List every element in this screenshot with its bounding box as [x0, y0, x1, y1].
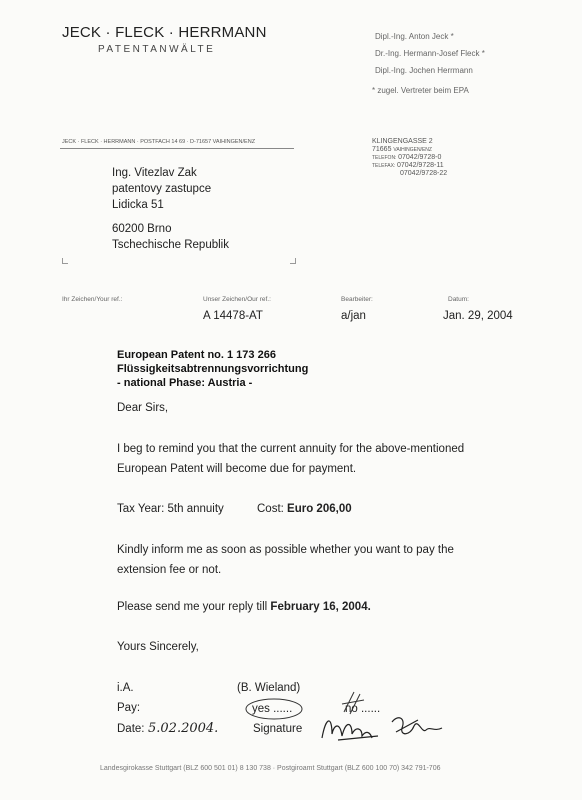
- contact-telefon: TELEFON: 07042/9728-0: [372, 154, 442, 161]
- recipient-line-3: Lidicka 51: [112, 199, 164, 211]
- window-corner-right: [290, 258, 296, 264]
- cost-label: Cost:: [257, 503, 284, 515]
- closing: Yours Sincerely,: [117, 641, 199, 653]
- tax-year: Tax Year: 5th annuity: [117, 503, 224, 515]
- handled-label: Bearbeiter:: [341, 296, 373, 303]
- bank-footer: Landesgirokasse Stuttgart (BLZ 600 501 01) 8 130 738 · Postgiroamt Stuttgart (BLZ 600 100 70) 342 791-706: [100, 765, 441, 772]
- recipient-line-4: 60200 Brno: [112, 223, 172, 235]
- firm-name: JECK · FLECK · HERRMANN: [62, 24, 267, 41]
- subject-title: Flüssigkeitsabtrennungsvorrichtung: [117, 363, 309, 375]
- cost-line: [257, 499, 352, 519]
- sender-rule: [60, 148, 294, 149]
- recipient-line-5: Tschechische Republik: [112, 239, 229, 251]
- subject-patent: European Patent no. 1 173 266: [117, 349, 276, 361]
- recipient-line-1: Ing. Vitezlav Zak: [112, 167, 197, 179]
- handwritten-signature: [318, 710, 448, 746]
- yes-circle: [244, 697, 308, 721]
- signature-label: Signature: [253, 723, 303, 735]
- contact-street: KLINGENGASSE 2: [372, 138, 433, 145]
- window-corner-left: [62, 258, 68, 264]
- our-ref-label: Unser Zeichen/Our ref.:: [203, 296, 271, 303]
- paragraph-3: Please send me your reply till February 16, 2004.: [117, 601, 371, 613]
- pay-yes-option: yes ......: [252, 703, 293, 715]
- cost-value: Euro 206,00: [287, 503, 352, 515]
- contact-city-code: 71665: [372, 146, 392, 153]
- date-label: Datum:: [448, 296, 469, 303]
- partner-3: Dipl.-Ing. Jochen Herrmann: [375, 66, 473, 75]
- salutation: Dear Sirs,: [117, 402, 169, 414]
- partner-note: * zugel. Vertreter beim EPA: [372, 86, 469, 95]
- handled-by: a/jan: [341, 310, 366, 322]
- sender-line: JECK · FLECK · HERRMANN · POSTFACH 14 69 · D-71657 VAIHINGEN/ENZ: [62, 139, 256, 145]
- firm-subtitle: PATENTANWÄLTE: [98, 44, 216, 55]
- letter-date: Jan. 29, 2004: [443, 310, 513, 322]
- partner-1: Dipl.-Ing. Anton Jeck *: [375, 32, 454, 41]
- your-ref-label: Ihr Zeichen/Your ref.:: [62, 296, 123, 303]
- signer-name: (B. Wieland): [237, 682, 301, 694]
- reply-deadline: February 16, 2004.: [270, 601, 371, 613]
- recipient-line-2: patentovy zastupce: [112, 183, 212, 195]
- paragraph-2b: extension fee or not.: [117, 564, 222, 576]
- contact-telefax-2: 07042/9728-22: [400, 170, 448, 177]
- paragraph-1a: I beg to remind you that the current annuity for the above-mentioned: [117, 443, 465, 455]
- contact-telefax: TELEFAX: 07042/9728-11: [372, 162, 444, 169]
- paragraph-1b: European Patent will become due for payment.: [117, 463, 357, 475]
- date-reply-label: Date:: [117, 723, 145, 735]
- subject-phase: - national Phase: Austria -: [117, 377, 253, 389]
- paragraph-2a: Kindly inform me as soon as possible whether you want to pay the: [117, 544, 454, 556]
- handwritten-date: 5.02.2004.: [148, 721, 219, 736]
- pay-label: Pay:: [117, 702, 141, 714]
- partner-2: Dr.-Ing. Hermann-Josef Fleck *: [375, 49, 485, 58]
- pay-no-option: no ......: [345, 703, 381, 715]
- our-ref: A 14478-AT: [203, 310, 263, 322]
- contact-city: VAIHINGEN/ENZ: [393, 147, 432, 153]
- contact-city-block: [372, 146, 432, 153]
- ia-label: i.A.: [117, 682, 134, 694]
